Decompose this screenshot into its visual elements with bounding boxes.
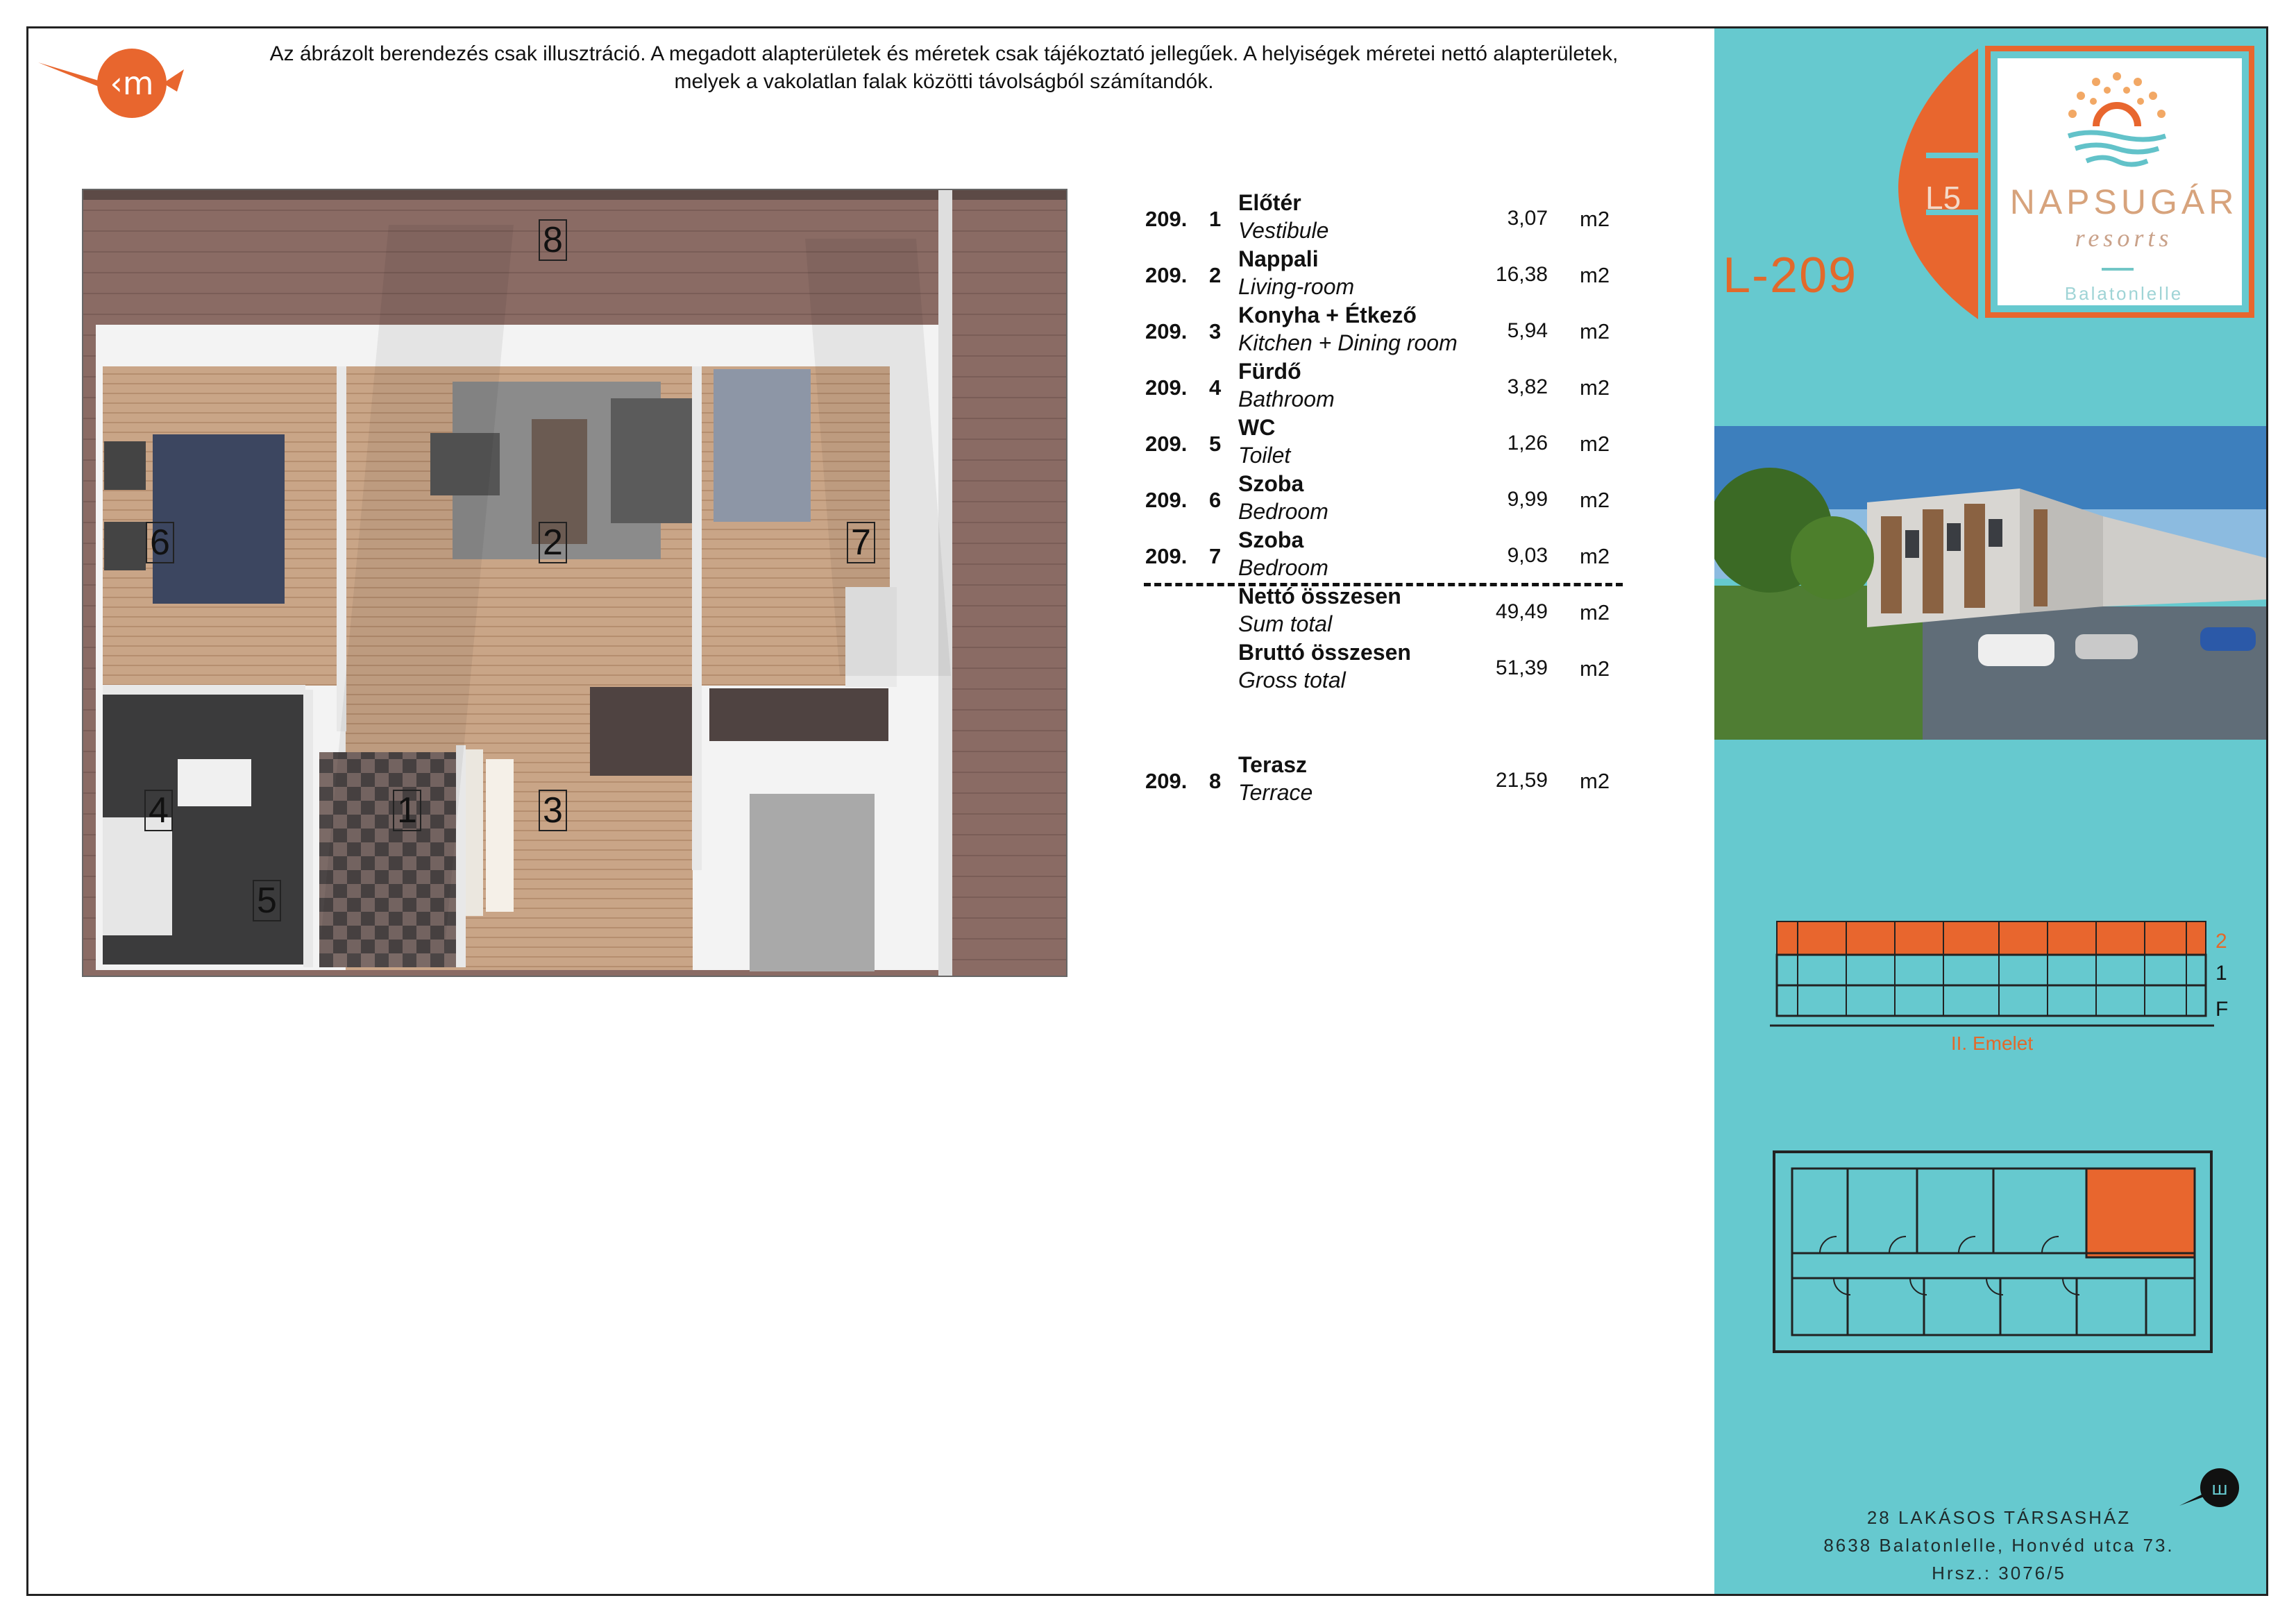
room-name-en: Living-room	[1238, 274, 1355, 299]
table-row	[1145, 300, 1631, 355]
disclaimer	[201, 40, 1687, 96]
plan-label-7: 7	[847, 522, 875, 563]
table-row	[1145, 356, 1631, 411]
floor-label-ground: F	[2215, 998, 2229, 1021]
terrace-row	[1145, 749, 1631, 805]
total-unit: m2	[1580, 600, 1610, 624]
svg-text:ш: ш	[2211, 1479, 2228, 1499]
floor-label-1: 1	[2215, 962, 2227, 985]
room-code: 209.	[1145, 263, 1188, 287]
room-name-hu: Fürdő	[1238, 359, 1301, 384]
room-number: 8	[1209, 769, 1222, 793]
developer-logo	[2179, 1464, 2249, 1513]
total-label-hu: Bruttó összesen	[1238, 640, 1411, 665]
total-area: 49,49	[1495, 600, 1548, 623]
room-area: 5,94	[1507, 319, 1548, 342]
total-label-en: Sum total	[1238, 611, 1333, 636]
room-code: 209.	[1145, 375, 1188, 400]
floor-label-2: 2	[2215, 930, 2227, 953]
room-name-hu: Szoba	[1238, 527, 1304, 552]
room-unit: m2	[1580, 488, 1610, 512]
room-code: 209.	[1145, 207, 1188, 231]
total-unit: m2	[1580, 656, 1610, 681]
table-row	[1145, 187, 1631, 243]
plan-label-8: 8	[539, 219, 567, 261]
room-area: 9,99	[1507, 488, 1548, 511]
address-line-1: 28 LAKÁSOS TÁRSASHÁZ	[1866, 1507, 2132, 1528]
room-number: 2	[1209, 263, 1222, 287]
total-row	[1145, 637, 1631, 692]
floor-caption: II. Emelet	[1950, 1033, 2034, 1054]
plan-label-4: 4	[144, 790, 173, 831]
address-line-3: Hrsz.: 3076/5	[1932, 1563, 2066, 1583]
room-name-en: Kitchen + Dining room	[1238, 330, 1458, 355]
plan-label-3: 3	[539, 790, 567, 831]
resort-brand-name: NAPSUGÁR	[2009, 182, 2238, 221]
room-name-en: Vestibule	[1238, 218, 1329, 243]
room-unit: m2	[1580, 375, 1610, 400]
floor-layout-diagram	[1771, 1149, 2215, 1354]
resort-brand-subtitle: resorts	[2075, 224, 2173, 252]
building-render-image	[1714, 426, 2266, 740]
sun-wave-icon	[2054, 67, 2179, 171]
disclaimer-line-1: Az ábrázolt berendezés csak illusztráció. A megadott alapterületek és méretek csak tájékoztató jellegűek. A helyiségek méretei nettó alapterületek,	[269, 42, 1619, 65]
room-area: 3,07	[1507, 207, 1548, 230]
total-label-hu: Nettó összesen	[1238, 584, 1401, 609]
room-area: 1,26	[1507, 432, 1548, 454]
table-row	[1145, 244, 1631, 299]
plan-label-5: 5	[253, 880, 281, 921]
room-code: 209.	[1145, 769, 1188, 793]
building-elevation-diagram	[1770, 913, 2228, 1045]
room-name-hu: WC	[1238, 415, 1276, 440]
total-area: 51,39	[1495, 656, 1548, 679]
room-code: 209.	[1145, 319, 1188, 343]
room-number: 5	[1209, 432, 1222, 456]
room-number: 7	[1209, 544, 1222, 568]
table-divider	[1144, 583, 1623, 586]
resort-city: Balatonlelle	[2064, 283, 2184, 304]
cm-logo	[35, 35, 201, 125]
logo-divider	[2102, 268, 2134, 271]
room-unit: m2	[1580, 769, 1610, 793]
room-name-en: Bathroom	[1238, 386, 1335, 411]
apartment-code: L-209	[1723, 248, 1858, 303]
room-unit: m2	[1580, 319, 1610, 343]
table-row	[1145, 525, 1631, 580]
room-unit: m2	[1580, 544, 1610, 568]
room-number: 1	[1209, 207, 1222, 231]
room-area: 16,38	[1495, 263, 1548, 286]
address-line-2: 8638 Balatonlelle, Honvéd utca 73.	[1823, 1535, 2175, 1556]
plan-label-2: 2	[539, 522, 567, 563]
building-code: L5	[1925, 180, 1961, 216]
table-row	[1145, 468, 1631, 524]
room-code: 209.	[1145, 488, 1188, 512]
room-area: 9,03	[1507, 544, 1548, 567]
room-name-hu: Konyha + Étkező	[1238, 303, 1417, 328]
room-number: 4	[1209, 375, 1222, 400]
room-name-hu: Nappali	[1238, 246, 1319, 271]
room-name-en: Bedroom	[1238, 499, 1328, 524]
total-label-en: Gross total	[1238, 668, 1346, 692]
room-code: 209.	[1145, 432, 1188, 456]
plan-label-1: 1	[393, 790, 421, 831]
room-name-hu: Szoba	[1238, 471, 1304, 496]
room-name-en: Terrace	[1238, 780, 1313, 805]
room-area: 21,59	[1495, 769, 1548, 792]
total-row	[1145, 581, 1631, 636]
room-unit: m2	[1580, 432, 1610, 456]
room-number: 3	[1209, 319, 1222, 343]
room-unit: m2	[1580, 207, 1610, 231]
svg-text:‹m: ‹m	[110, 65, 154, 102]
room-number: 6	[1209, 488, 1222, 512]
room-unit: m2	[1580, 263, 1610, 287]
room-name-hu: Előtér	[1238, 190, 1301, 215]
room-name-hu: Terasz	[1238, 752, 1308, 777]
room-area: 3,82	[1507, 375, 1548, 398]
table-row	[1145, 412, 1631, 468]
floor-plan	[82, 189, 1067, 977]
disclaimer-line-2: melyek a vakolatlan falak közötti távolságból számítandók.	[674, 70, 1214, 93]
room-name-en: Toilet	[1238, 443, 1291, 468]
room-code: 209.	[1145, 544, 1188, 568]
room-name-en: Bedroom	[1238, 555, 1328, 580]
plan-label-6: 6	[146, 522, 174, 563]
